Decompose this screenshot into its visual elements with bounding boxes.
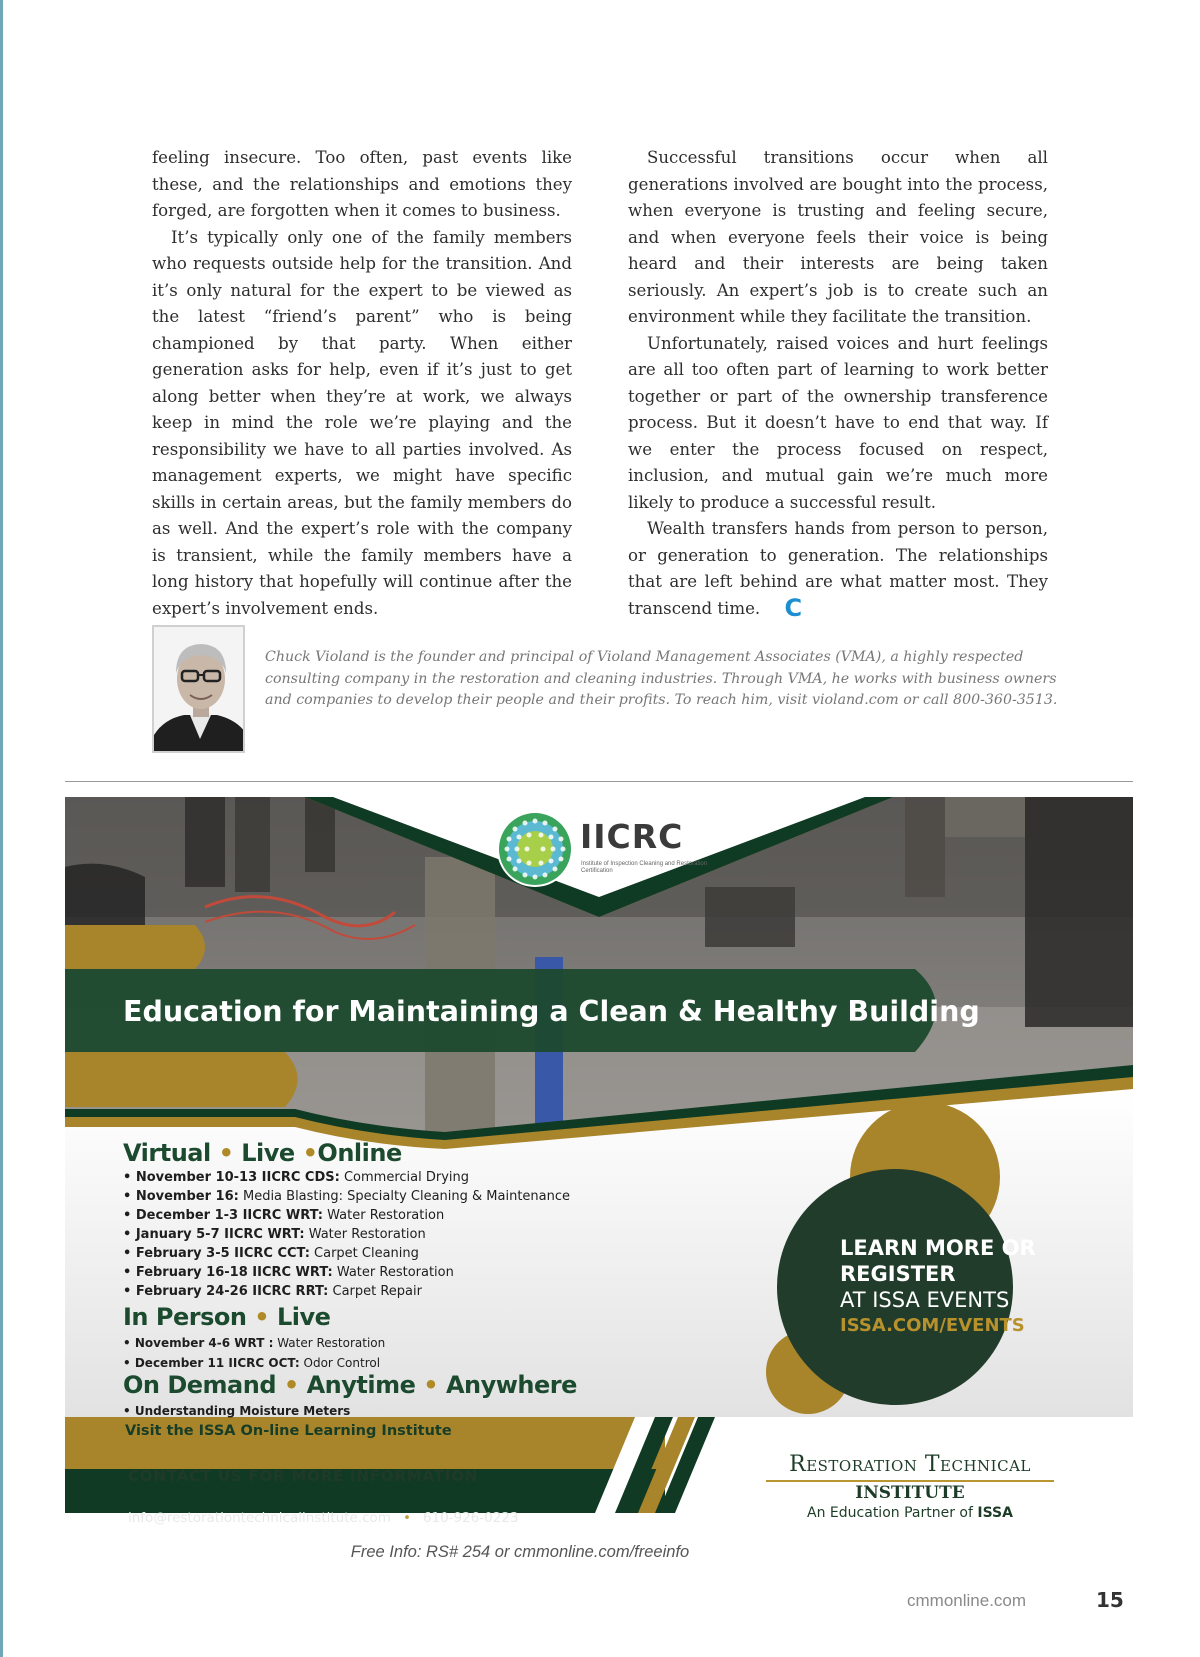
separator-dot: • <box>218 1139 234 1167</box>
iicrc-logo <box>495 809 725 889</box>
page-number: 15 <box>1096 1588 1124 1612</box>
title-part: Anytime <box>306 1371 416 1399</box>
on-demand-course-list <box>123 1401 350 1421</box>
list-item: • February 16-18 IICRC WRT: Water Restoration <box>123 1265 454 1280</box>
issa-logo: ISSA <box>977 1505 1013 1521</box>
in-person-course-list <box>123 1333 385 1373</box>
globe-icon <box>495 809 575 889</box>
end-mark-icon: C <box>784 593 803 622</box>
iicrc-logo-subtitle: Institute of Inspection Cleaning and Restoration Certification <box>581 861 708 874</box>
separator-dot: • <box>302 1139 318 1167</box>
list-item: • November 4-6 WRT : Water Restoration <box>123 1336 386 1350</box>
separator-dot: • <box>402 1510 411 1526</box>
list-item: • January 5-7 IICRC WRT: Water Restoration <box>123 1227 426 1242</box>
author-bio-text: Chuck Violand is the founder and principal of Violand Management Associates (VMA), a highly respected consulting company in the restoration and cleaning industries. Through VMA, he works with business owners and companies to develop their people and their profits. To reach him, visit violand.com or call 800-360-3513. <box>265 649 1058 708</box>
article-paragraph-text: Wealth transfers hands from person to person, or generation to generation. The relationships that are left behind are what matter most. They transcend time. <box>628 519 1048 618</box>
list-item: • November 10-13 IICRC CDS: Commercial Drying <box>123 1170 470 1185</box>
cta-line: REGISTER <box>840 1262 956 1286</box>
list-item: • Understanding Moisture Meters <box>123 1404 351 1418</box>
title-part: Online <box>317 1139 402 1167</box>
rti-name: Restoration Technical <box>789 1452 1031 1477</box>
virtual-course-list <box>123 1168 570 1301</box>
footer-site: cmmonline.com <box>907 1591 1027 1610</box>
section-divider <box>65 781 1133 782</box>
visit-learning-institute: Visit the ISSA On-line Learning Institute <box>125 1423 452 1439</box>
title-part: On Demand <box>123 1371 277 1399</box>
title-part: In Person <box>123 1303 247 1331</box>
free-info-line: Free Info: RS# 254 or cmmonline.com/freeinfo <box>350 1543 690 1561</box>
list-item: • December 1-3 IICRC WRT: Water Restoration <box>123 1208 445 1223</box>
author-bio <box>152 625 1058 755</box>
list-item: • November 16: Media Blasting: Specialty Cleaning & Maintenance <box>123 1189 571 1204</box>
article-column-left <box>152 145 572 622</box>
separator-dot: • <box>254 1303 270 1331</box>
list-item: • February 24-26 IICRC RRT: Carpet Repair <box>123 1284 422 1299</box>
virtual-section-title <box>123 1139 402 1167</box>
list-item: • December 11 IICRC OCT: Odor Control <box>123 1356 381 1370</box>
cta-link[interactable]: ISSA.COM/EVENTS <box>840 1315 1025 1336</box>
article-paragraph: Successful transitions occur when all generations involved are bought into the process, when everyone is trusting and feeling secure, and when everyone feels their voice is being heard and their interests are being taken seriously. An expert’s job is to create such an environment while they facilitate the transition. <box>628 148 1048 326</box>
article-paragraph: It’s typically only one of the family members who requests outside help for the transition. And it’s only natural for the expert to be viewed as the latest “friend’s parent” who is being championed by that party. When either generation asks for help, even if it’s just to get along better when they’re at work, we always keep in mind the role we’re playing and the responsibility we have to all parties involved. As management experts, we might have specific skills in certain areas, but the family members do as well. And the expert’s role with the company is transient, while the family members have a long history that hopefully will continue after the expert’s involvement ends. <box>152 227 572 618</box>
title-part: Anywhere <box>445 1371 577 1399</box>
in-person-section-title <box>123 1303 330 1331</box>
cta-line: LEARN MORE OR <box>840 1236 1036 1260</box>
contact-info <box>128 1510 519 1526</box>
rti-institute: INSTITUTE <box>855 1483 965 1503</box>
separator-dot: • <box>423 1371 439 1399</box>
rti-partner: An Education Partner of ISSA <box>807 1505 1013 1521</box>
author-portrait-illustration <box>154 627 245 753</box>
iicrc-logo-name: IICRC <box>580 817 684 856</box>
article-paragraph: feeling insecure. Too often, past events like these, and the relationships and emotions they forged, are forgotten when it comes to business. <box>152 148 572 220</box>
author-photo <box>152 625 245 753</box>
page-edge-bar <box>0 0 3 1657</box>
contact-email[interactable]: info@restorationtechnicalinstitute.com <box>128 1510 391 1526</box>
title-part: Virtual <box>123 1139 211 1167</box>
rti-rule <box>766 1480 1054 1482</box>
register-cta[interactable] <box>840 1235 1055 1339</box>
contact-title: CONTACT US FOR MORE INFORMATION <box>128 1467 479 1485</box>
list-item: • February 3-5 IICRC CCT: Carpet Cleaning <box>123 1246 419 1261</box>
cta-line: AT ISSA EVENTS <box>840 1288 1010 1312</box>
title-part: Live <box>277 1303 331 1331</box>
contact-phone[interactable]: 610-926-0223 <box>422 1510 519 1526</box>
ad-headline: Education for Maintaining a Clean & Healthy Building <box>123 995 980 1028</box>
rti-logo <box>760 1452 1060 1521</box>
article-paragraph-last <box>628 516 1048 622</box>
on-demand-section-title <box>123 1371 577 1399</box>
article-paragraph: Unfortunately, raised voices and hurt feelings are all too often part of learning to work better together or part of the ownership transference process. But it doesn’t have to end that way. If we enter the process focused on respect, inclusion, and mutual gain we’re much more likely to produce a successful result. <box>628 333 1048 512</box>
separator-dot: • <box>283 1371 299 1399</box>
title-part: Live <box>241 1139 295 1167</box>
iicrc-advertisement <box>65 797 1133 1540</box>
article-column-right <box>628 145 1048 622</box>
